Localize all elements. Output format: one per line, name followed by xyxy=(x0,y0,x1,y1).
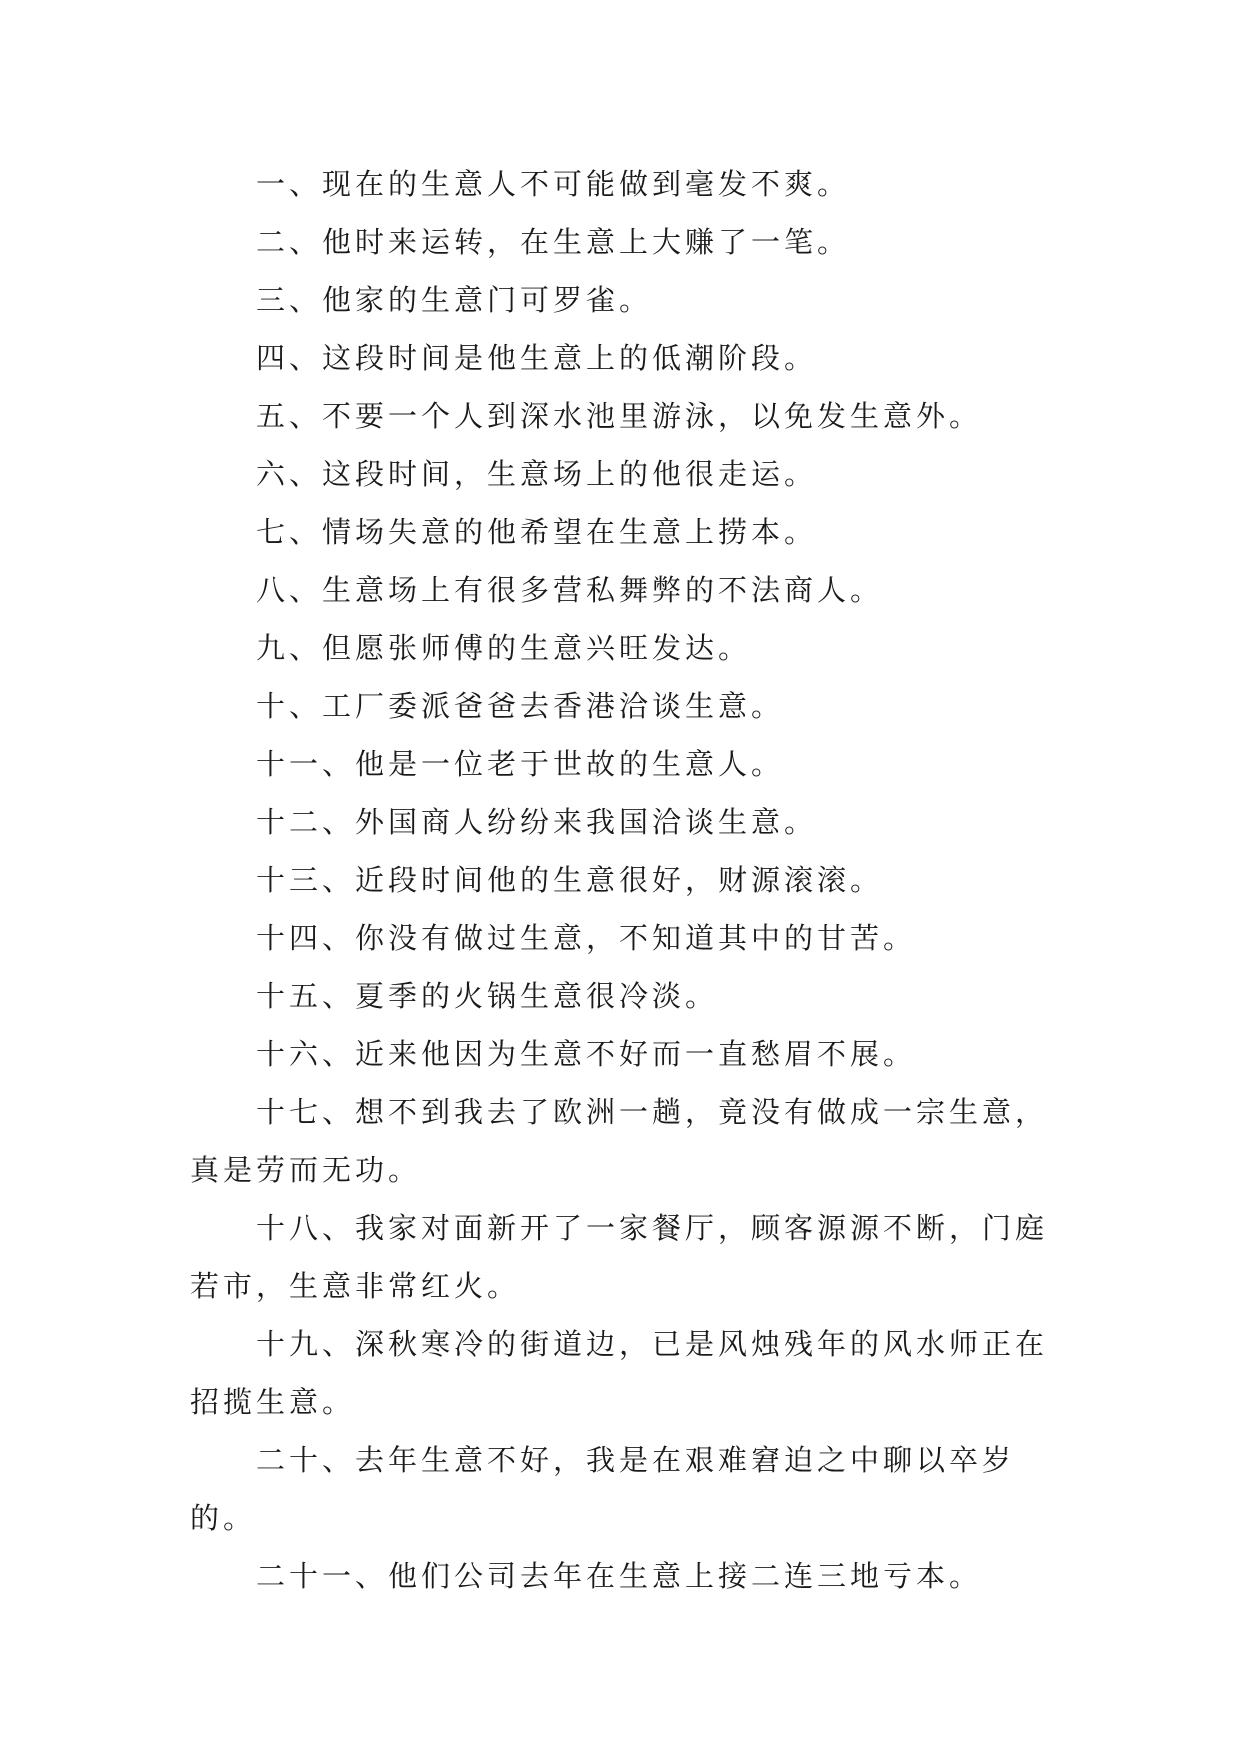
sentence-11: 十一、他是一位老于世故的生意人。 xyxy=(256,747,785,781)
sentence-15: 十五、夏季的火锅生意很冷淡。 xyxy=(256,979,719,1013)
document-body xyxy=(190,155,1060,1605)
sentence-1: 一、现在的生意人不可能做到毫发不爽。 xyxy=(256,167,851,201)
sentence-9: 九、但愿张师傅的生意兴旺发达。 xyxy=(256,631,752,665)
sentence-20: 二十、去年生意不好，我是在艰难窘迫之中聊以卒岁的。 xyxy=(190,1443,1016,1535)
sentence-3: 三、他家的生意门可罗雀。 xyxy=(256,283,653,317)
sentence-7: 七、情场失意的他希望在生意上捞本。 xyxy=(256,515,818,549)
sentence-5: 五、不要一个人到深水池里游泳，以免发生意外。 xyxy=(256,399,983,433)
sentence-10: 十、工厂委派爸爸去香港洽谈生意。 xyxy=(256,689,785,723)
sentence-19: 十九、深秋寒冷的街道边，已是风烛残年的风水师正在招揽生意。 xyxy=(190,1327,1049,1419)
sentence-8: 八、生意场上有很多营私舞弊的不法商人。 xyxy=(256,573,884,607)
sentence-12: 十二、外国商人纷纷来我国洽谈生意。 xyxy=(256,805,818,839)
sentence-21: 二十一、他们公司去年在生意上接二连三地亏本。 xyxy=(256,1559,983,1593)
sentence-13: 十三、近段时间他的生意很好，财源滚滚。 xyxy=(256,863,884,897)
sentence-16: 十六、近来他因为生意不好而一直愁眉不展。 xyxy=(256,1037,917,1071)
sentence-2: 二、他时来运转，在生意上大赚了一笔。 xyxy=(256,225,851,259)
sentence-14: 十四、你没有做过生意，不知道其中的甘苦。 xyxy=(256,921,917,955)
sentence-6: 六、这段时间，生意场上的他很走运。 xyxy=(256,457,818,491)
sentence-17: 十七、想不到我去了欧洲一趟，竟没有做成一宗生意，真是劳而无功。 xyxy=(190,1095,1049,1187)
sentence-18: 十八、我家对面新开了一家餐厅，顾客源源不断，门庭若市，生意非常红火。 xyxy=(190,1211,1049,1303)
sentence-4: 四、这段时间是他生意上的低潮阶段。 xyxy=(256,341,818,375)
